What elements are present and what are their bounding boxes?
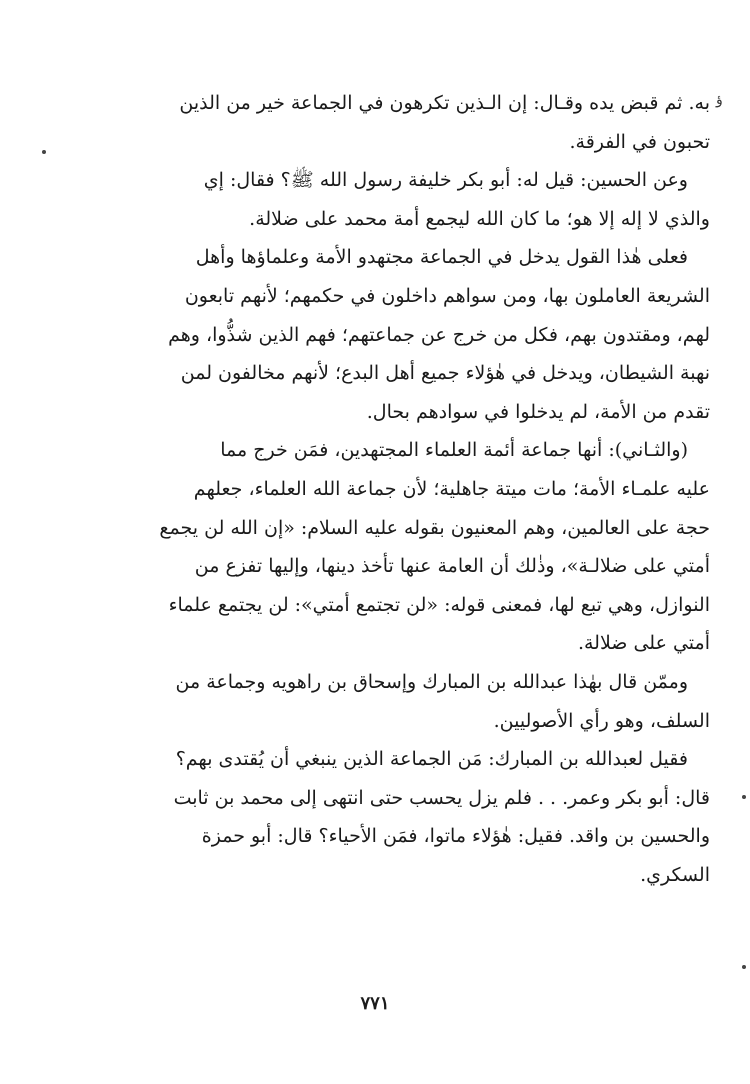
margin-dot — [742, 795, 746, 799]
text-line: تحبون في الفرقة. — [569, 130, 710, 153]
text-line: فعلى هٰذا القول يدخل في الجماعة مجتهدو الأمة وعلماؤها وأهل — [195, 246, 688, 269]
margin-dot — [42, 150, 46, 154]
text-line: تقدم من الأمة، لم يدخلوا في سوادهم بحال. — [366, 400, 710, 423]
text-line: النوازل، وهي تبع لها، فمعنى قوله: «لن تجتمع أمتي»: لن يجتمع علماء — [168, 593, 710, 616]
text-line: فقيل لعبدالله بن المبارك: مَن الجماعة الذين ينبغي أن يُقتدى بهم؟ — [175, 748, 688, 771]
text-line: لهم، ومقتدون بهم، فكل من خرج عن جماعتهم؛ فهم الذين شذُّوا، وهم — [168, 323, 710, 346]
margin-dot — [742, 965, 746, 969]
text-line: حجة على العالمين، وهم المعنيون بقوله عليه السلام: «إن الله لن يجمع — [159, 516, 710, 539]
text-line: قال: أبو بكر وعمر. . . فلم يزل يحسب حتى انتهى إلى محمد بن ثابت — [173, 786, 710, 809]
text-line: وممّن قال بهٰذا عبدالله بن المبارك وإسحاق بن راهويه وجماعة من — [175, 670, 688, 693]
text-line: به. ثم قبض يده وقـال: إن الـذين تكرهون في الجماعة خير من الذين — [179, 92, 710, 114]
text-line: (والثـاني): أنها جماعة أئمة العلماء المجتهدين، فمَن خرج مما — [220, 439, 688, 462]
text-line: عليه علمـاء الأمة؛ مات ميتة جاهلية؛ لأن جماعة الله العلماء، جعلهم — [193, 477, 710, 500]
text-line: والذي لا إله إلا هو؛ ما كان الله ليجمع أمة محمد على ضلالة. — [249, 207, 710, 230]
text-line: السكري. — [640, 863, 710, 886]
margin-mark: ؤ — [716, 92, 723, 108]
text-line: والحسين بن واقد. فقيل: هٰؤلاء ماتوا، فمَن الأحياء؟ قال: أبو حمزة — [201, 825, 710, 848]
text-line: وعن الحسين: قيل له: أبو بكر خليفة رسول الله ﷺ؟ فقال: إي — [203, 169, 688, 192]
body-text — [92, 84, 710, 894]
text-line: الشريعة العاملون بها، ومن سواهم داخلون في حكمهم؛ لأنهم تابعون — [184, 284, 710, 307]
text-line: أمتي على ضلالـة»، وذٰلك أن العامة عنها تأخذ دينها، وإليها تفزع من — [194, 555, 710, 578]
text-line: نهبة الشيطان، ويدخل في هٰؤلاء جميع أهل البدع؛ لأنهم مخالفون لمن — [180, 362, 710, 385]
page-number: ٧٧١ — [360, 993, 390, 1014]
text-line: أمتي على ضلالة. — [577, 632, 710, 655]
text-line: السلف، وهو رأي الأصوليين. — [493, 709, 710, 732]
